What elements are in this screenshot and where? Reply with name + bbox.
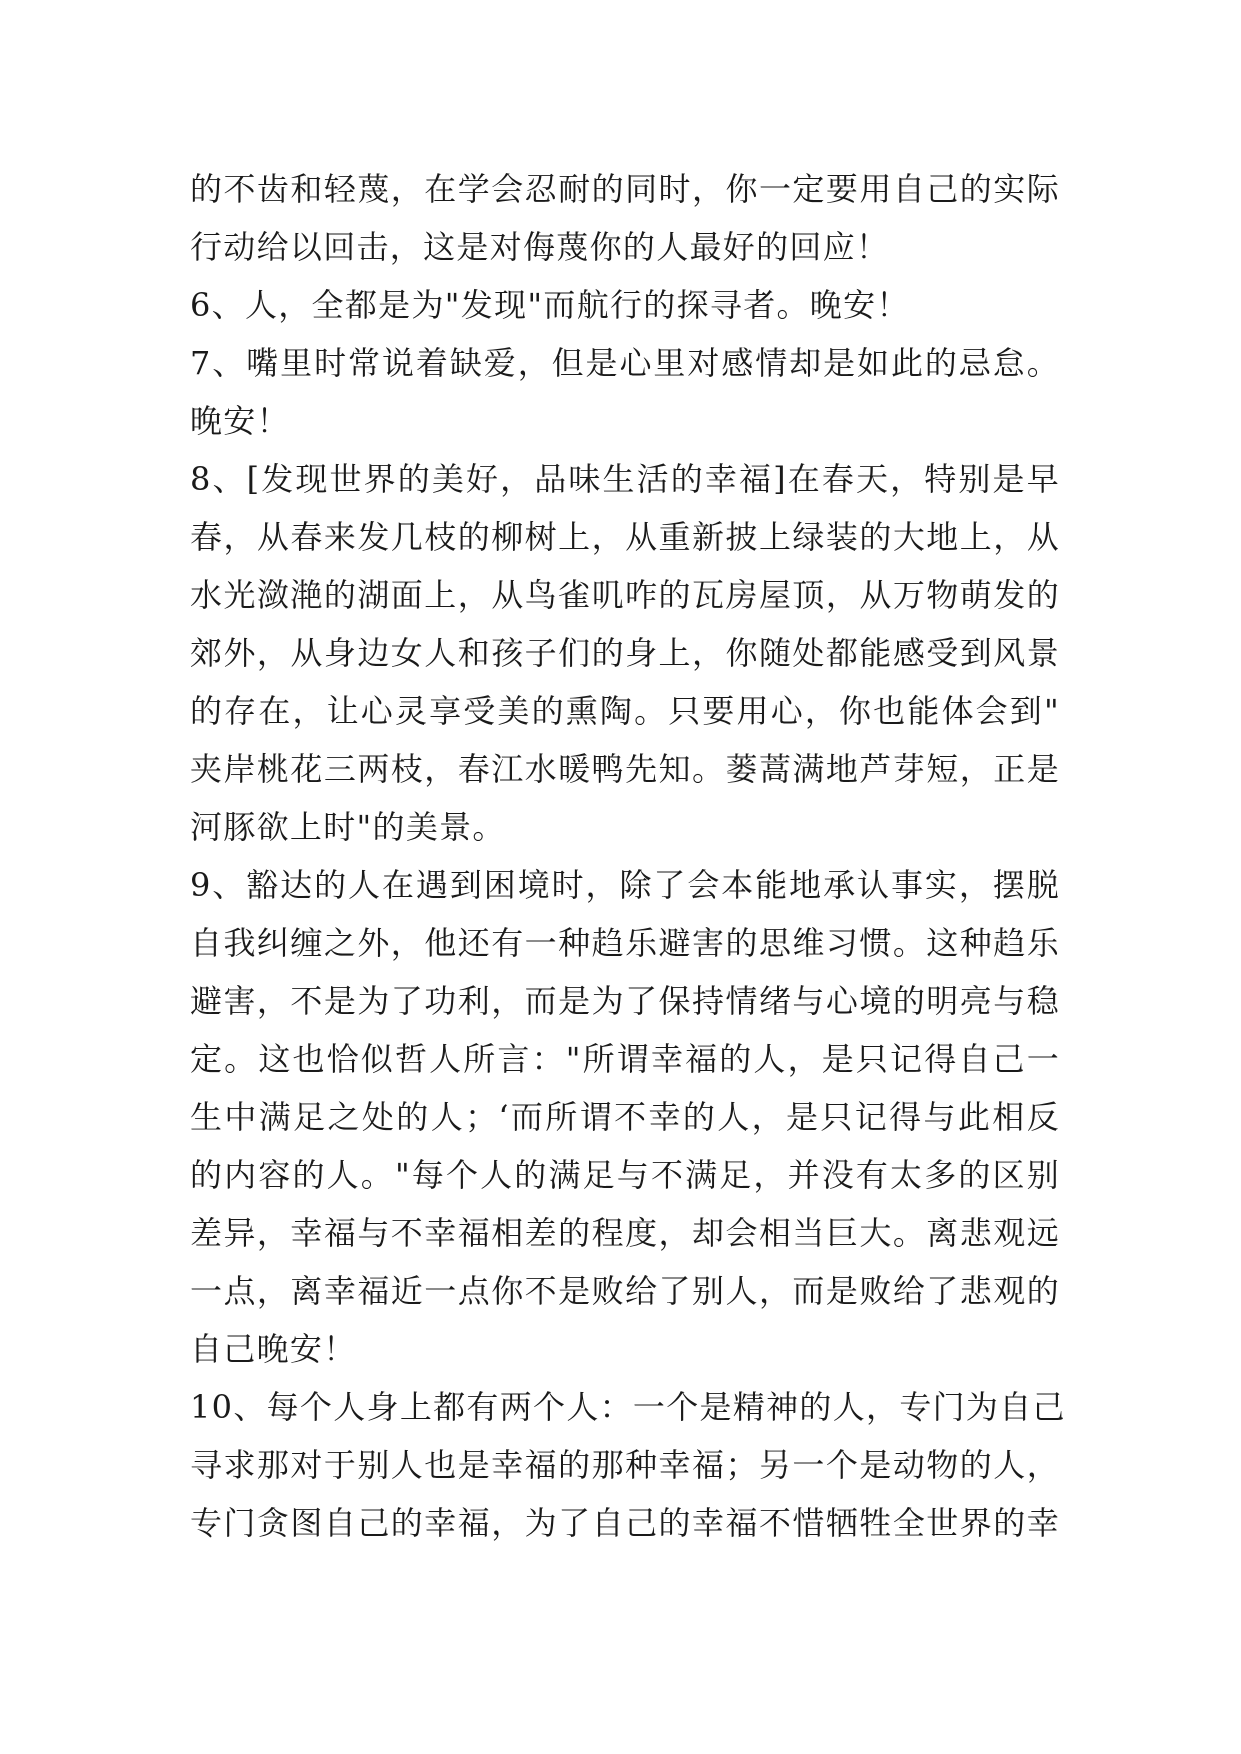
text-line: 差异，幸福与不幸福相差的程度，却会相当巨大。离悲观远	[190, 1214, 1060, 1252]
text-line: 行动给以回击，这是对侮蔑你的人最好的回应！	[190, 228, 890, 266]
text-line: 避害，不是为了功利，而是为了保持情绪与心境的明亮与稳	[190, 982, 1060, 1020]
text-line: 定。这也恰似哲人所言："所谓幸福的人，是只记得自己一	[190, 1040, 1060, 1078]
text-line: 7、嘴里时常说着缺爱，但是心里对感情却是如此的忌怠。	[190, 344, 1060, 382]
text-line: 的内容的人。"每个人的满足与不满足，并没有太多的区别	[190, 1156, 1060, 1194]
text-line: 晚安！	[190, 402, 290, 440]
text-line: 郊外，从身边女人和孩子们的身上，你随处都能感受到风景	[190, 634, 1060, 672]
text-line: 寻求那对于别人也是幸福的那种幸福；另一个是动物的人，	[190, 1446, 1060, 1484]
text-line: 河豚欲上时"的美景。	[190, 808, 506, 846]
text-line: 水光潋滟的湖面上，从鸟雀叽咋的瓦房屋顶，从万物萌发的	[190, 576, 1060, 614]
text-line: 一点，离幸福近一点你不是败给了别人，而是败给了悲观的	[190, 1272, 1060, 1310]
text-line: 10、每个人身上都有两个人：一个是精神的人，专门为自己	[190, 1388, 1066, 1426]
text-line: 夹岸桃花三两枝，春江水暖鸭先知。蒌蒿满地芦芽短，正是	[190, 750, 1060, 788]
text-line: 自我纠缠之外，他还有一种趋乐避害的思维习惯。这种趋乐	[190, 924, 1060, 962]
text-line: 6、人，全都是为"发现"而航行的探寻者。晚安！	[190, 286, 910, 324]
text-line: 自己晚安！	[190, 1330, 357, 1368]
text-line: 生中满足之处的人；‘而所谓不幸的人，是只记得与此相反	[190, 1098, 1060, 1136]
text-line: 的存在，让心灵享受美的熏陶。只要用心，你也能体会到"	[190, 692, 1060, 730]
text-line: 9、豁达的人在遇到困境时，除了会本能地承认事实，摆脱	[190, 866, 1060, 904]
text-line: 的不齿和轻蔑，在学会忍耐的同时，你一定要用自己的实际	[190, 170, 1060, 208]
text-line: 专门贪图自己的幸福，为了自己的幸福不惜牺牲全世界的幸	[190, 1504, 1060, 1542]
text-line: 8、[发现世界的美好，品味生活的幸福]在春天，特别是早	[190, 460, 1060, 498]
text-line: 春，从春来发几枝的柳树上，从重新披上绿装的大地上，从	[190, 518, 1060, 556]
document-body	[190, 160, 1066, 1552]
